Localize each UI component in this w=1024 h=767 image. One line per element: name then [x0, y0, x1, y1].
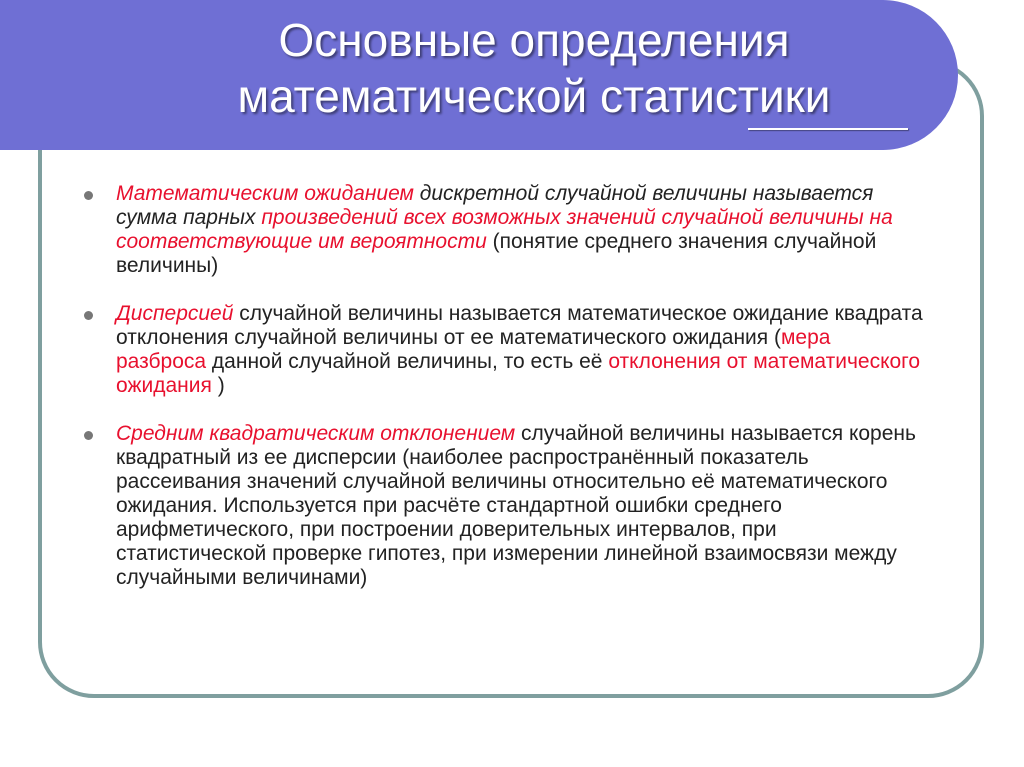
definitions-list — [76, 182, 926, 614]
title-banner — [0, 0, 958, 150]
text-segment: данной случайной величины, то есть её — [206, 350, 609, 373]
bullet-dot-icon — [84, 191, 93, 200]
text-segment: ) — [211, 374, 225, 397]
text-segment: случайной величины называется корень квадратный из ее дисперсии (наиболее распространённый показатель рассеивания значений случайной величины относительно её математического ожидания. Используется при расчёте стандартной ошибки среднего арифметического, при построении доверительных интервалов, при статистической проверке гипотез, при измерении линейной взаимосвязи между случайными величинами) — [116, 422, 916, 589]
title-line-1: Основные определения — [278, 14, 790, 66]
text-segment: случайной величины называется математическое ожидание квадрата отклонения случайной величины от ее математического ожидания ( — [116, 302, 923, 349]
bullet-dot-icon — [84, 431, 93, 440]
bullet-dot-icon — [84, 311, 93, 320]
text-segment: Математическим ожиданием — [116, 182, 414, 205]
text-segment: Средним квадратическим отклонением — [116, 422, 516, 445]
text-segment: Дисперсией — [116, 302, 234, 325]
title-underline — [748, 128, 908, 130]
definition-item — [76, 302, 926, 398]
text-segment: произведений всех возможных значений случайной величины на соответствующие им вероятности — [116, 206, 893, 253]
title-line-2: математической статистики — [237, 70, 831, 122]
page-title — [124, 12, 944, 124]
text-segment: отклонения от математического ожидания — [116, 350, 921, 397]
text-segment: (понятие среднего значения случайной величины) — [116, 230, 877, 277]
definition-item — [76, 422, 926, 590]
text-segment: дискретной случайной величины называется сумма парных — [116, 182, 874, 229]
definition-item — [76, 182, 926, 278]
text-segment: мера разброса — [116, 326, 831, 373]
